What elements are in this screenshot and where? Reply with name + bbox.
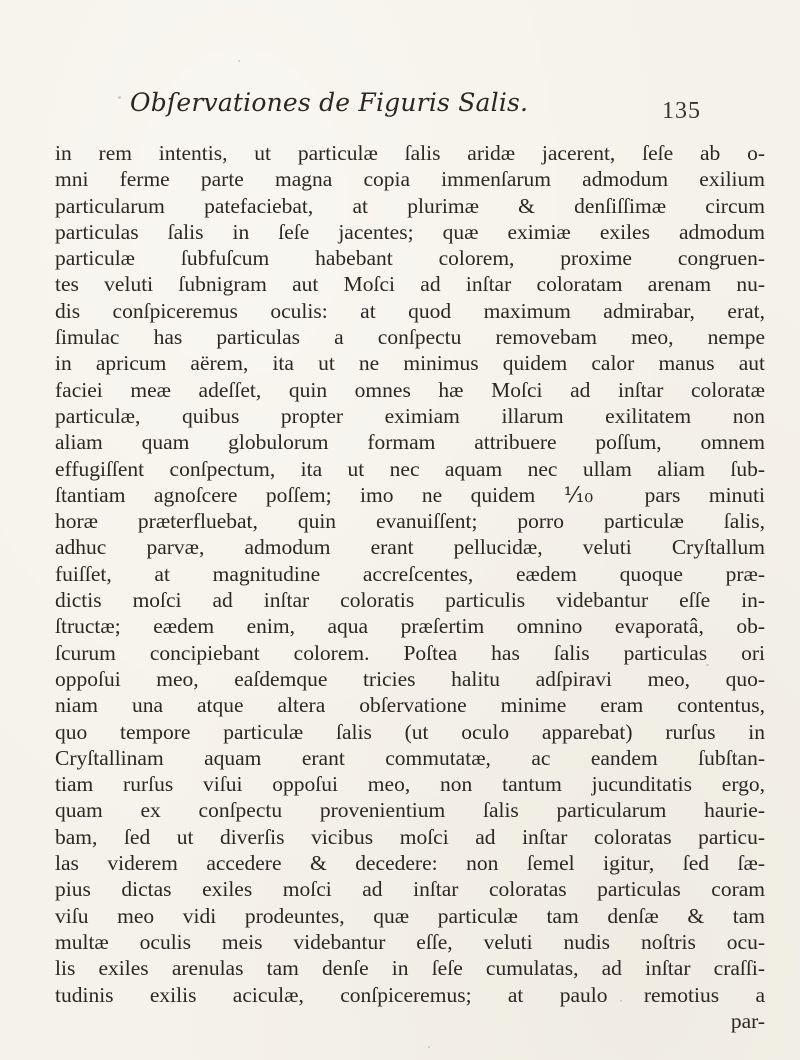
text-line: quo tempore particulæ ſalis (ut oculo apparebat) rurſus in — [55, 719, 765, 744]
text-line: par- — [730, 1008, 765, 1033]
text-line: particulas ſalis in ſeſe jacentes; quæ eximiæ exiles admodum — [55, 219, 765, 244]
text-line: particulæ ſubfuſcum habebant colorem, proxime congruen- — [55, 246, 765, 271]
text-line: fuiſſet, at magnitudine accreſcentes, eædem quoque præ- — [55, 561, 765, 586]
paper-speck — [428, 1046, 430, 1048]
paper-speck — [118, 96, 121, 99]
text-line: in rem intentis, ut particulæ ſalis aridæ jacerent, ſeſe ab o- — [55, 141, 765, 165]
text-line: oppoſui meo, eaſdemque tricies halitu adſpiravi meo, quo- — [55, 666, 765, 691]
text-line: ſcurum concipiebant colorem. Poſtea has ſalis particulas ori — [55, 640, 765, 665]
text-line: ſimulac has particulas a conſpectu removebam meo, nempe — [55, 325, 765, 350]
text-line: pius dictas exiles moſci ad inſtar coloratas particulas coram — [55, 877, 765, 902]
text-line: las viderem accedere & decedere: non ſemel igitur, ſed ſæ- — [55, 851, 765, 876]
text-line: faciei meæ adeſſet, quin omnes hæ Moſci ad inſtar coloratæ — [55, 377, 765, 402]
text-line: multæ oculis meis videbantur eſſe, veluti nudis noſtris ocu- — [55, 929, 765, 954]
text-line: quam ex conſpectu provenientium ſalis particularum haurie- — [55, 798, 765, 823]
text-line: particulæ, quibus propter eximiam illarum exilitatem non — [55, 403, 765, 428]
running-title: Obſervationes de Figuris Salis. — [130, 88, 529, 117]
text-line: horæ præterfluebat, quin evanuiſſent; porro particulæ ſalis, — [55, 509, 765, 534]
text-line: dis conſpiceremus oculis: at quod maximum admirabar, erat, — [55, 298, 765, 323]
text-line: mni ferme parte magna copia immenſarum admodum exilium — [55, 167, 765, 192]
text-line: bam, ſed ut diverſis vicibus moſci ad inſtar coloratas particu- — [55, 824, 765, 849]
text-line: viſu meo vidi prodeuntes, quæ particulæ tam denſæ & tam — [55, 903, 765, 928]
text-line: Cryſtallinam aquam erant commutatæ, ac eandem ſubſtan- — [55, 745, 765, 770]
text-line: lis exiles arenulas tam denſe in ſeſe cumulatas, ad inſtar craſſi- — [55, 956, 765, 981]
text-line: tes veluti ſubnigram aut Moſci ad inſtar coloratam arenam nu- — [55, 272, 765, 297]
paper-speck — [238, 60, 240, 62]
page-number: 135 — [662, 98, 701, 124]
text-line: adhuc parvæ, admodum erant pellucidæ, veluti Cryſtallum — [55, 535, 765, 560]
text-line: aliam quam globulorum formam attribuere poſſum, omnem — [55, 430, 765, 455]
text-line: dictis moſci ad inſtar coloratis particulis videbantur eſſe in- — [55, 588, 765, 613]
text-line: effugiſſent conſpectum, ita ut nec aquam nec ullam aliam ſub- — [55, 456, 765, 481]
text-line: ſtructæ; eædem enim, aqua præſertim omnino evaporatâ, ob- — [55, 614, 765, 639]
text-line: tudinis exilis aciculæ, conſpiceremus; at paulo remotius a — [55, 982, 765, 1007]
text-line: niam una atque altera obſervatione minime eram contentus, — [55, 693, 765, 718]
body-text — [55, 140, 765, 1034]
page-header — [130, 88, 701, 128]
text-line: in apricum aërem, ita ut ne minimus quidem calor manus aut — [55, 351, 765, 376]
text-line: ſtantiam agnoſcere poſſem; imo ne quidem ⅒ pars minuti — [55, 482, 765, 507]
text-line: tiam rurſus viſui oppoſui meo, non tantum jucunditatis ergo, — [55, 772, 765, 797]
text-line: particularum patefaciebat, at plurimæ & denſiſſimæ circum — [55, 193, 765, 218]
